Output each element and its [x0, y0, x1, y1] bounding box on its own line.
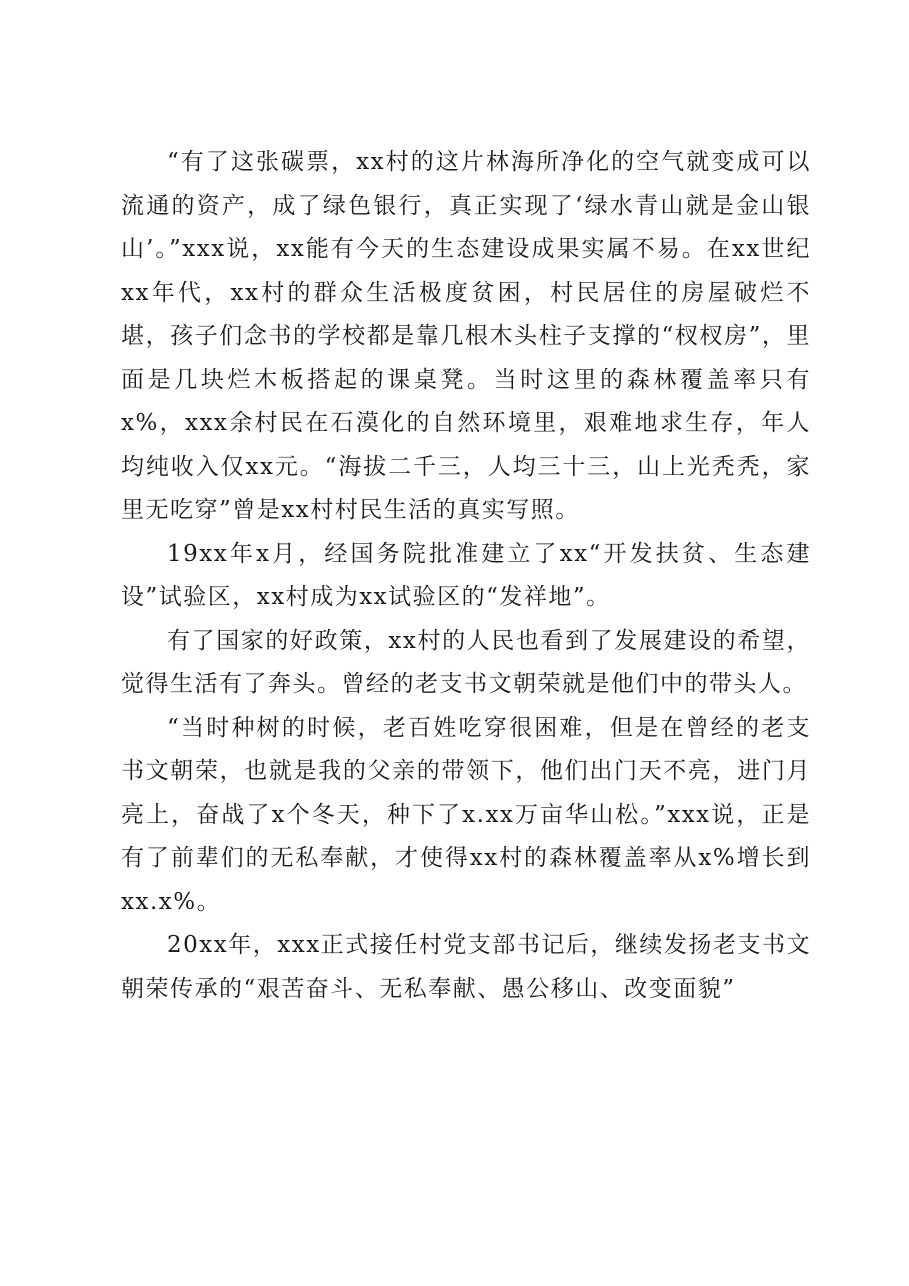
paragraph-tree-planting: “当时种树的时候，老百姓吃穿很困难，但是在曾经的老支书文朝荣，也就是我的父亲的带领下，他们出门天不亮，进门月亮上，奋战了x个冬天，种下了x.xx万亩华山松。”xxx说，正是有了前辈们的无私奉献，才使得xx村的森林覆盖率从x%增长到xx.x%。 — [121, 714, 811, 915]
paragraph-good-policy: 有了国家的好政策，xx村的人民也看到了发展建设的希望，觉得生活有了奔头。曾经的老支书文朝荣就是他们中的带头人。 — [121, 627, 811, 697]
paragraph-party-secretary: 20xx年，xxx正式接任村党支部书记后，继续发扬老支书文朝荣传承的“艰苦奋斗、无私奉献、愚公移山、改变面貌” — [121, 932, 811, 1002]
article-body — [121, 141, 811, 1011]
paragraph-carbon-ticket: “有了这张碳票，xx村的这片林海所净化的空气就变成可以流通的资产，成了绿色银行，真正实现了‘绿水青山就是金山银山’。”xxx说，xx能有今天的生态建设成果实属不易。在xx世纪xx年代，xx村的群众生活极度贫困，村民居住的房屋破烂不堪，孩子们念书的学校都是靠几根木头柱子支撑的“杈杈房”，里面是几块烂木板搭起的课桌凳。当时这里的森林覆盖率只有x%，xxx余村民在石漠化的自然环境里，艰难地求生存，年人均纯收入仅xx元。“海拔二千三，人均三十三，山上光秃秃，家里无吃穿”曾是xx村村民生活的真实写照。 — [121, 149, 811, 523]
paragraph-pilot-zone: 19xx年x月，经国务院批准建立了xx“开发扶贫、生态建设”试验区，xx村成为xx试验区的“发祥地”。 — [121, 540, 811, 610]
